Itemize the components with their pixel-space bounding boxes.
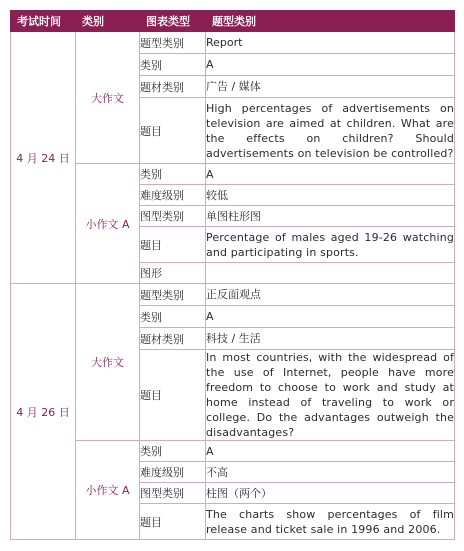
- field-value: 较低: [206, 185, 455, 206]
- field-label: 题材类别: [140, 76, 206, 98]
- table-row: [11, 441, 455, 462]
- field-value: Report: [206, 32, 455, 54]
- field-label: 图型类别: [140, 483, 206, 504]
- question-text: In most countries, with the widespread of the use of Internet, people have more freedom to choose to work and study at home instead of traveling to work or college. Do the advantages outweigh the disadvantages?: [206, 351, 454, 439]
- header-question-type: 题型类别: [206, 11, 455, 32]
- field-label: 题目: [140, 227, 206, 263]
- field-value: 正反面观点: [206, 284, 455, 306]
- exam-date: 4 月 26 日: [11, 284, 76, 540]
- header-chart-type: 图表类型: [140, 11, 206, 32]
- field-value: A: [206, 441, 455, 462]
- field-label: 题型类别: [140, 32, 206, 54]
- field-value: A: [206, 164, 455, 185]
- field-label: 题目: [140, 350, 206, 441]
- field-value: 柱图（两个）: [206, 483, 455, 504]
- field-value: 单图柱形图: [206, 206, 455, 227]
- exam-date: 4 月 24 日: [11, 32, 76, 284]
- table-row: [11, 284, 455, 306]
- field-label: 图型类别: [140, 206, 206, 227]
- field-label: 图形: [140, 263, 206, 284]
- field-value: [206, 263, 455, 284]
- field-value: 广告 / 媒体: [206, 76, 455, 98]
- field-label: 类别: [140, 441, 206, 462]
- question-text: Percentage of males aged 19-26 watching and participating in sports.: [206, 227, 455, 263]
- field-label: 难度级别: [140, 185, 206, 206]
- table-header-row: [11, 11, 455, 32]
- field-label: 题目: [140, 504, 206, 540]
- table-row: [11, 32, 455, 54]
- field-label: 类别: [140, 54, 206, 76]
- category-cell: 大作文: [76, 32, 140, 164]
- field-label: 类别: [140, 306, 206, 328]
- field-label: 题材类别: [140, 328, 206, 350]
- question-text: High percentages of advertisements on television are aimed at children. What are the effects on children? Should advertisements on television be controlled?: [206, 98, 455, 164]
- field-label: 题型类别: [140, 284, 206, 306]
- exam-schedule-table: [10, 10, 455, 540]
- question-text: The charts show percentages of film release and ticket sale in 1996 and 2006.: [206, 504, 455, 540]
- category-cell: 大作文: [76, 284, 140, 441]
- field-label: 难度级别: [140, 462, 206, 483]
- category-cell: 小作文 A: [76, 164, 140, 284]
- field-label: 题目: [140, 98, 206, 164]
- field-value: A: [206, 54, 455, 76]
- field-label: 类别: [140, 164, 206, 185]
- header-category: 类别: [76, 11, 140, 32]
- table-row: [11, 164, 455, 185]
- field-value: 科技 / 生活: [206, 328, 455, 350]
- field-value: 不高: [206, 462, 455, 483]
- field-value: A: [206, 306, 455, 328]
- header-exam-time: 考试时间: [11, 11, 76, 32]
- category-cell: 小作文 A: [76, 441, 140, 540]
